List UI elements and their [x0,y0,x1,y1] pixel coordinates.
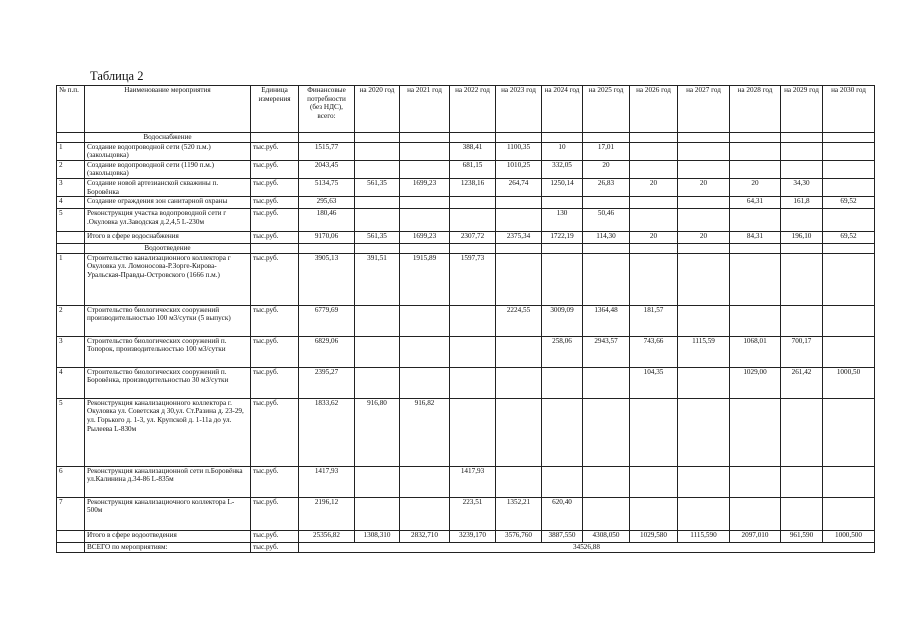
header-cell: на 2020 год [355,86,400,133]
table-cell [730,160,781,178]
table-cell: 1068,01 [730,336,781,367]
item-name: Строительство биологических сооружений п. Топорок, производительностью 100 м3/сутки [85,336,251,367]
table-cell [583,197,630,209]
item-name: Итого в сфере водоснабжения [85,232,251,244]
table-cell [400,497,450,530]
empty-cell [583,133,630,143]
table-cell: 1352,21 [496,497,542,530]
section-title-row [57,244,875,254]
table-cell: тыс.руб. [251,178,299,196]
table-cell: 2 [57,160,85,178]
table-cell [630,466,678,497]
table-cell [496,398,542,466]
section-title: Водоотведение [85,244,251,254]
table-cell: 69,52 [823,232,875,244]
table-cell: 2196,12 [299,497,355,530]
table-cell: 180,46 [299,209,355,232]
table-row [57,367,875,398]
empty-cell [583,244,630,254]
table-cell: 3 [57,178,85,196]
table-cell: 295,63 [299,197,355,209]
table-cell [450,367,496,398]
table-cell [630,142,678,160]
table-cell: 1238,16 [450,178,496,196]
item-name: Строительство биологических сооружений производительностью 100 м3/сутки (5 выпуск) [85,305,251,336]
table-row [57,142,875,160]
table-cell [823,209,875,232]
table-cell: 1699,23 [400,232,450,244]
table-cell: 7 [57,497,85,530]
table-cell [730,209,781,232]
table-cell: 1100,35 [496,142,542,160]
table-cell [678,305,730,336]
table-cell [678,466,730,497]
table-cell [57,232,85,244]
table-cell [496,367,542,398]
table-cell: 4 [57,367,85,398]
empty-cell [57,244,85,254]
header-cell: на 2022 год [450,86,496,133]
table-cell [678,209,730,232]
table-cell: 69,52 [823,197,875,209]
table-cell: 1699,23 [400,178,450,196]
header-cell: № п.п. [57,86,85,133]
table-cell: 84,31 [730,232,781,244]
empty-cell [355,244,400,254]
table-cell: 5 [57,209,85,232]
header-cell: на 2029 год [781,86,823,133]
item-name: Строительство канализационного коллектора г Окуловка ул. Ломоносова-Р.Зорге-Кирова-Уральская-Правды-Островского (1666 п.м.) [85,253,251,305]
header-cell: на 2024 год [542,86,583,133]
empty-cell [450,133,496,143]
table-cell [781,253,823,305]
table-cell [730,398,781,466]
table-cell: 3 [57,336,85,367]
empty-cell [823,244,875,254]
item-name: Создание водопроводной сети (1190 п.м.) (закольцовка) [85,160,251,178]
table-cell: 2832,710 [400,530,450,542]
table-cell: тыс.руб. [251,160,299,178]
header-cell: на 2028 год [730,86,781,133]
table-cell: тыс.руб. [251,530,299,542]
empty-cell [400,244,450,254]
table-cell: 10 [542,142,583,160]
table-cell: 20 [678,232,730,244]
table-cell: 2375,34 [496,232,542,244]
header-cell: Наименование мероприятия [85,86,251,133]
table-cell: 114,30 [583,232,630,244]
empty-cell [781,133,823,143]
table-cell [583,367,630,398]
table-cell [678,253,730,305]
table-cell [355,466,400,497]
table-cell [400,142,450,160]
table-cell [400,209,450,232]
table-cell: тыс.руб. [251,367,299,398]
table-cell [823,253,875,305]
table-cell [630,398,678,466]
table-cell: 916,80 [355,398,400,466]
table-cell [823,466,875,497]
table-cell [630,160,678,178]
table-cell: 2943,57 [583,336,630,367]
empty-cell [57,133,85,143]
table-cell [355,160,400,178]
table-cell [496,336,542,367]
table-cell: 1250,14 [542,178,583,196]
header-row [57,86,875,133]
table-cell [355,197,400,209]
table-cell: 1 [57,142,85,160]
table-cell [583,497,630,530]
empty-cell [678,133,730,143]
table-row [57,209,875,232]
table-cell: 25356,82 [299,530,355,542]
table-cell: 916,82 [400,398,450,466]
table-cell: 20 [630,232,678,244]
table-cell [450,305,496,336]
header-cell: на 2026 год [630,86,678,133]
empty-cell [542,133,583,143]
item-name: Реконструкция участка водопроводной сети г .Окуловка ул.Заводская д.2,4,5 L-230м [85,209,251,232]
table-cell: 1417,93 [450,466,496,497]
table-cell: 3009,09 [542,305,583,336]
header-cell: на 2030 год [823,86,875,133]
empty-cell [450,244,496,254]
section-title-row [57,133,875,143]
table-cell: 1915,89 [400,253,450,305]
table-cell: 3239,170 [450,530,496,542]
table-cell: 1029,580 [630,530,678,542]
table-row [57,336,875,367]
table-cell [57,530,85,542]
table-cell: 3887,550 [542,530,583,542]
empty-cell [251,133,299,143]
table-cell [781,142,823,160]
table-cell [400,466,450,497]
table-cell: 1115,590 [678,530,730,542]
table-cell: тыс.руб. [251,466,299,497]
table-cell: 1010,25 [496,160,542,178]
table-cell: 4308,050 [583,530,630,542]
table-cell [823,336,875,367]
table-row [57,197,875,209]
header-cell: на 2023 год [496,86,542,133]
empty-cell [299,133,355,143]
table-cell [823,142,875,160]
header-cell: Единица измерения [251,86,299,133]
table-cell [678,398,730,466]
table-cell [630,253,678,305]
table-cell [496,466,542,497]
table-cell [400,367,450,398]
table-cell: 17,01 [583,142,630,160]
table-cell [583,253,630,305]
item-name: Создание водопроводной сети (520 п.м.) (закольцовка) [85,142,251,160]
table-cell: 1115,59 [678,336,730,367]
table-cell [355,336,400,367]
table-cell: 743,66 [630,336,678,367]
table-cell: 223,51 [450,497,496,530]
table-cell: 6 [57,466,85,497]
header-cell: на 2027 год [678,86,730,133]
table-cell [400,197,450,209]
item-name: Реконструкция канализационного коллектора г. Окуловка ул. Советская д 30,ул. Ст.Разина д. 23-29, ул. Горького д. 1-3, ул. Крупской д. 1-11а до ул. Рылеева L-830м [85,398,251,466]
empty-cell [730,244,781,254]
table-cell: 388,41 [450,142,496,160]
table-cell [450,209,496,232]
table-cell: 1515,77 [299,142,355,160]
table-cell [630,197,678,209]
table-cell [781,305,823,336]
table-cell [355,209,400,232]
empty-cell [781,244,823,254]
table-cell: 1597,73 [450,253,496,305]
table-cell [678,197,730,209]
table-row [57,497,875,530]
table-cell [542,398,583,466]
table-cell [730,253,781,305]
table-cell: 1000,50 [823,367,875,398]
table-cell [823,178,875,196]
empty-cell [496,244,542,254]
table-caption: Таблица 2 [90,69,144,83]
table-cell: 258,06 [542,336,583,367]
table-cell: 161,8 [781,197,823,209]
item-name: Реконструкция канализационной сети п.Боровёнка ул.Калинина д.34-86 L-835м [85,466,251,497]
empty-cell [730,133,781,143]
table-cell: тыс.руб. [251,398,299,466]
table-cell: 1308,310 [355,530,400,542]
investment-table [56,85,875,553]
empty-cell [299,244,355,254]
table-cell: тыс.руб. [251,305,299,336]
empty-cell [251,244,299,254]
table-cell: 961,590 [781,530,823,542]
table-cell: 1000,500 [823,530,875,542]
table-cell [781,160,823,178]
table-cell [781,466,823,497]
item-name: Итого в сфере водоотведения [85,530,251,542]
table-cell [730,142,781,160]
header-cell: Финансовые потребности (без НДС), всего: [299,86,355,133]
grand-total-row [57,542,875,552]
table-cell: 1029,00 [730,367,781,398]
table-cell [781,209,823,232]
total-row [57,530,875,542]
table-cell: тыс.руб. [251,197,299,209]
table-cell [583,466,630,497]
table-cell [823,398,875,466]
table-cell: 2097,010 [730,530,781,542]
table-cell: 620,40 [542,497,583,530]
table-cell [542,367,583,398]
table-cell: 700,17 [781,336,823,367]
table-cell: 9170,06 [299,232,355,244]
empty-cell [400,133,450,143]
table-cell: 3905,13 [299,253,355,305]
table-cell [730,466,781,497]
header-cell: на 2021 год [400,86,450,133]
table-cell: 20 [730,178,781,196]
table-cell [823,160,875,178]
table-cell: 391,51 [355,253,400,305]
table-cell: 2307,72 [450,232,496,244]
table-cell [400,160,450,178]
item-name: Создание ограждения зон санитарной охраны [85,197,251,209]
table-cell: 181,57 [630,305,678,336]
table-cell: 681,15 [450,160,496,178]
table-cell: тыс.руб. [251,142,299,160]
table-cell [678,497,730,530]
table-cell [496,197,542,209]
table-cell: 1417,93 [299,466,355,497]
table-cell: 1722,19 [542,232,583,244]
table-cell [542,197,583,209]
empty-cell [57,542,85,552]
table-cell: 5134,75 [299,178,355,196]
table-cell [542,466,583,497]
grand-total-value: 34526,88 [299,542,875,552]
table-row [57,160,875,178]
table-cell [450,197,496,209]
table-cell: 1833,62 [299,398,355,466]
table-cell: тыс.руб. [251,497,299,530]
table-cell: 34,30 [781,178,823,196]
table-cell: 2224,55 [496,305,542,336]
table-cell [355,142,400,160]
empty-cell [496,133,542,143]
table-cell [496,209,542,232]
table-row [57,398,875,466]
table-cell: 64,31 [730,197,781,209]
table-cell: 20 [583,160,630,178]
table-cell: 20 [678,178,730,196]
table-cell [355,497,400,530]
table-cell [678,142,730,160]
table-cell: 1 [57,253,85,305]
table-cell: 6829,06 [299,336,355,367]
table-cell [823,497,875,530]
section-title: Водоснабжение [85,133,251,143]
table-cell: тыс.руб. [251,253,299,305]
table-cell [355,305,400,336]
table-cell: 332,05 [542,160,583,178]
table-cell: 20 [630,178,678,196]
table-cell [583,398,630,466]
table-cell [781,398,823,466]
table-row [57,305,875,336]
table-cell: тыс.руб. [251,232,299,244]
table-cell [730,497,781,530]
table-cell: 26,83 [583,178,630,196]
table-cell: 561,35 [355,178,400,196]
table-row [57,253,875,305]
table-cell: 5 [57,398,85,466]
table-cell [400,305,450,336]
item-name: Создание новой артезианской скважины п. Боровёнка [85,178,251,196]
grand-total-unit: тыс.руб. [251,542,299,552]
table-cell: 261,42 [781,367,823,398]
table-cell: 2 [57,305,85,336]
table-cell: 3576,760 [496,530,542,542]
table-cell: 6779,69 [299,305,355,336]
table-row [57,178,875,196]
table-cell: 4 [57,197,85,209]
table-cell [400,336,450,367]
header-cell: на 2025 год [583,86,630,133]
empty-cell [630,244,678,254]
empty-cell [542,244,583,254]
grand-total-label: ВСЕГО по мероприятиям: [85,542,251,552]
total-row [57,232,875,244]
empty-cell [678,244,730,254]
table-cell: 1364,48 [583,305,630,336]
table-cell: 2395,27 [299,367,355,398]
item-name: Строительство биологических сооружений п. Боровёнка, производительностью 30 м3/сутки [85,367,251,398]
table-cell [630,497,678,530]
empty-cell [630,133,678,143]
table-cell [781,497,823,530]
table-cell: 2043,45 [299,160,355,178]
empty-cell [823,133,875,143]
table-cell [542,253,583,305]
table-cell: 196,10 [781,232,823,244]
table-cell [450,336,496,367]
table-cell: 561,35 [355,232,400,244]
item-name: Реконструкция канализациочного коллектора L-500м [85,497,251,530]
table-cell: 264,74 [496,178,542,196]
table-cell [355,367,400,398]
table-cell: тыс.руб. [251,209,299,232]
table-cell [496,253,542,305]
table-cell [678,367,730,398]
table-cell: 50,46 [583,209,630,232]
table-cell [630,209,678,232]
empty-cell [355,133,400,143]
table-cell: 104,35 [630,367,678,398]
table-cell [450,398,496,466]
table-row [57,466,875,497]
table-cell [823,305,875,336]
table-cell: тыс.руб. [251,336,299,367]
table-cell [678,160,730,178]
table-cell: 130 [542,209,583,232]
table-cell [730,305,781,336]
